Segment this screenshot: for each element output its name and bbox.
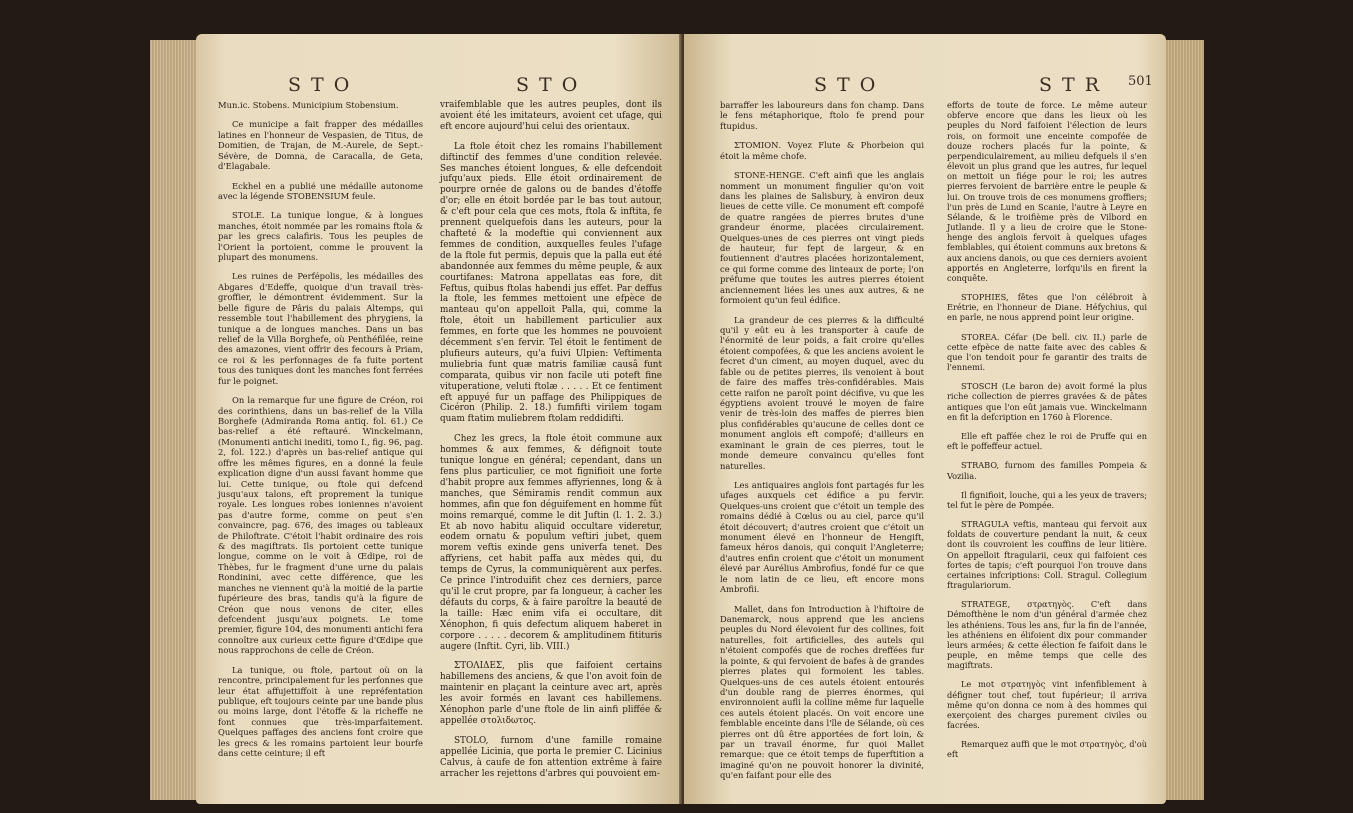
paragraph: STOLO, furnom d'une famille romaine appellée Licinia, que porta le premier C. Licinius Calvus, à caufe de fon attention extrême à faire arracher les rejettons d'arbres qui pouvoient em-: [440, 735, 662, 779]
paragraph: Les antiquaires anglois font partagés fur les ufages auxquels cet édifice a pu fervir. Quelques-uns croient que c'étoit un temple des romains dédié à Cœlus ou au ciel, parce qu'il étoit découvert; d'autres croient que c'étoit un monument élevé en l'honneur de Hengift, fameux héros danois, qui conquit l'Angleterre; d'autres enfin croient que c'étoit un monument élevé par Aurélius Ambrofius, fondé fur ce que le nom latin de ce lieu, eft encore mons Ambrofii.: [720, 479, 924, 595]
paragraph: STRABO, furnom des familles Pompeia & Vozilia.: [947, 460, 1147, 481]
paragraph: STONE-HENGE. C'eft ainfi que les anglais nomment un monument fingulier qu'on voit dans les plaines de Salisbury, à environ deux lieues de cette ville. Ce monument eft compofé de quatre rangées de pierres brutes d'une grandeur énorme, placées circulairement. Quelques-unes de ces pierres ont vingt pieds de hauteur, fur fept de largeur, & en foutiennent d'autres placées horizontalement, ce qui forme comme des linteaux de porte; l'on préfume que toutes les autres pierres étoient anciennement liées les unes aux autres, & ne formoient qu'un feul édifice.: [720, 170, 924, 306]
right-column-1: [720, 100, 924, 790]
paragraph: STOPHIES, fêtes que l'on célébroit à Erétrie, en l'honneur de Diane. Héfychius, qui en parle, ne nous apprend point leur origine.: [947, 292, 1147, 323]
paragraph: vraifemblable que les autres peuples, dont ils avoient été les imitateurs, avoient cet ufage, qui eft encore aujourd'hui celui des orientaux.: [440, 100, 662, 132]
book-right-page-edges: [1164, 40, 1204, 800]
paragraph: Les ruines de Perfépolis, les médailles des Abgares d'Edeffe, quoique d'un travail très-groffier, le démontrent évidemment. Sur la belle figure de Pâris du palais Altemps, qui ressemble tout l'habillement des phrygiens, la tunique a de longues manches. Dans un bas relief de la Villa Borghefe, où Penthéfilée, reine des amazones, vient offrir des fecours à Priam, ce roi & les perfonnages de fa fuite portent tous des tuniques dont les manches font ferrées fur le poignet.: [218, 271, 423, 386]
paragraph: Le mot στρατηγὸς vint infenfiblement à défigner tout chef, tout fupérieur; il arriva même qu'on donna ce nom à des hommes qui exerçoient des charges purement civiles ou facrées.: [947, 679, 1147, 731]
paragraph: barraffer les laboureurs dans fon champ. Dans le fens métaphorique, ftolo fe prend pour ftupidus.: [720, 100, 924, 131]
paragraph: Elle eft paffée chez le roi de Pruffe qui en eft le poffeffeur actuel.: [947, 430, 1147, 452]
paragraph: ΣΤΟΜΙΟΝ. Voyez Flute & Phorbeion qui étoit la même chofe.: [720, 140, 924, 161]
paragraph: Mun.ic. Stobens. Municipium Stobensium.: [218, 100, 399, 110]
paragraph: La tunique, ou ftole, partout où on la rencontre, principalement fur les perfonnes que leur état affujettiffoit à une repréfentation publique, eft toujours ceinte par une bande plus ou moins large, dont l'étoffe & la richeffe ne font connues que très-imparfaitement. Quelques paffages des anciens font croire que les grecs & les romains partoient leur bourfe dans cette ceinture; il eft: [218, 664, 423, 759]
right-column-2: [947, 100, 1147, 769]
paragraph: STRAGULA veftis, manteau qui fervoit aux foldats de couverture pendant la nuit, & ceux dont ils couvroient les couffins de leur litière. On appelloit ftragularii, ceux qui faifoient ces fortes de tapis; c'eft pourquoi l'on trouve dans certaines infcriptions: Coll. Stragul. Collegium ftragulariorum.: [947, 519, 1147, 591]
paragraph: STOSCH (Le baron de) avoit formé la plus riche collection de pierres gravées & de pâtes antiques que l'on eût jamais vue. Winckelmann en fit la defcription en 1760 à Florence.: [947, 381, 1147, 422]
right-header-col2: STR: [1039, 74, 1109, 96]
paragraph: ΣΤΟΛΙΔΕΣ, plis que faifoient certains habillemens des anciens, & que l'on avoit foin de maintenir en plaçant la ceinture avec art, après les avoir formés en lavant ces habillemens. Xénophon parle d'une ftole de lin ainfi pliffée & appellée στολιδωτος.: [440, 661, 662, 726]
left-column-1: [218, 100, 423, 767]
paragraph: Ce municipe a fait frapper des médailles latines en l'honneur de Vespasien, de Titus, de Domitien, de Trajan, de M.-Aurele, de Sept.-Sévère, de Domna, de Caracalla, de Geta, d'Elagabale.: [218, 119, 423, 172]
paragraph: On la remarque fur une figure de Créon, roi des corinthiens, dans un bas-relief de la Villa Borghefe (Admiranda Roma antiq. fol. 61.) Ce bas-relief a été reftauré. Winckelmann, (Monumenti antichi inediti, tomo I., fig. 96, pag. 2, fol. 122.) d'après un bas-relief antique qui offre les mêmes figures, en a donné la feule explication digne d'un aussi favant homme que lui. Cette tunique, ou ftole qui defcend jusqu'aux talons, eft proprement la tunique royale. Les longues robes ioniennes n'avoient pas d'autre forme, comme on peut s'en convaincre, pag. 676, des images ou tableaux de Philoftrate. C'étoit l'habit ordinaire des rois & des magiftrats. Ils portoient cette tunique longue, comme on le voit à Œdipe, roi de Thèbes, fur le fragment d'une urne du palais Rondinini, avec cette différence, que les manches ne viennent qu'à la moitié de la partie fupérieure des bras, tandis qu'à la figure de Créon que nous venons de citer, elles defcendent jusqu'aux poignets. Le tome premier, figure 104, des monumenti antichi fera connoître aux curieux cette figure d'Œdipe que nous rapprochons de celle de Créon.: [218, 395, 423, 656]
paragraph: La ftole étoit chez les romains l'habillement diftinctif des femmes d'une condition relevée. Ses manches étoient longues, & elle defcendoit jufqu'aux pieds. Elle étoit ordinairement de pourpre ornée de galons ou de bandes d'étoffe d'or; elle en étoit bordée par le bas tout autour, & c'eft pour cela que ces mots, ftola & inftita, fe prennent quelquefois dans les auteurs, pour la chafteté & la modeftie qui conviennent aux femmes de condition, auxquelles feules l'ufage de la ftole fut permis, depuis que la palla eut été abandonnée aux femmes du même peuple, & aux courtifanes: Matrona appellatas eas fore, dit Feftus, quibus ftolas habendi jus effet. Par deffus la ftole, les femmes mettoient une efpèce de manteau qu'on appelloit Palla, qui, comme la ftole, étoit un habillement particulier aux femmes, en forte que les hommes ne pouvoient décemment s'en fervir. Tel étoit le fentiment de plufieurs auteurs, qu'a fuivi Ulpien: Veftimenta muliebria funt quæ matris familiæ causâ funt comparata, quibus vir non facile uti poteft fine vituperatione, veluti ftolæ . . . . . Et ce fentiment eft appuyé fur un paffage des Philippiques de Cicéron (Philip. 2. 18.) fumfifti virilem togam quam ftatim muliebrem ftolam reddidifti.: [440, 141, 662, 425]
left-column-2: [440, 100, 662, 788]
page-number: 501: [1128, 74, 1153, 89]
paragraph: Chez les grecs, la ftole étoit commune aux hommes & aux femmes, & défignoit toute tunique longue en général; cependant, dans un fens plus particulier, ce mot fignifioit une forte d'habit propre aux femmes affyriennes, long & à manches, que Sémiramis rendit commun aux hommes, afin que fon déguifement en homme fût moins remarqué, comme le dit Juftin (l. 1. 2. 3.) Et ab novo habitu aliquid occultare videretur, eodem ornatu & populum veftiri jubet, quem morem veftis exinde gens univerfa tenet. Des affyriens, cet habit paffa aux mèdes qui, du temps de Cyrus, la communiquèrent aux perfes. Ce prince l'introduifit chez ces derniers, parce qu'il le crut propre, par fa longueur, à cacher les défauts du corps, & à faire paroître la beauté de la taille: Hæc enim vifa ei occultare, dit Xénophon, fi quis defectum aliquem haberet in corpore . . . . . decorem & amplitudinem fitituris augere (Inftit. Cyri, lib. VIII.): [440, 434, 662, 652]
paragraph: STOREA. Céfar (De bell. civ. II.) parle de cette efpèce de natte faite avec des cables & que l'on tendoit pour fe garantir des traits de l'ennemi.: [947, 331, 1147, 373]
left-page: [196, 34, 682, 804]
paragraph: Remarquez auffi que le mot στρατηγὸς, d'où eft: [947, 739, 1147, 760]
book-left-page-edges: [150, 40, 198, 800]
paragraph: STRATEGE, στρατηγὸς. C'eft dans Démofthène le nom d'un général d'armée chez les athéniens. Tous les ans, fur la fin de l'année, les athéniens en élifoient dix pour commander leurs armées; & cette élection fe faifoit dans le peuple, en même temps que celle des magiftrats.: [947, 599, 1147, 671]
right-page: [684, 34, 1166, 804]
paragraph: Mallet, dans fon Introduction à l'hiftoire de Danemarck, nous apprend que les anciens peuples du Nord élevoient fur des collines, foit naturelles, foit artificielles, des autels qui n'étoient compofés que de roches dreffées fur la pointe, & qui fervoient de bafes à de grandes pierres plates qui formoient les tables. Quelques-uns de ces autels étoient entourés d'un double rang de pierres énormes, qui environnoient aufli la colline même fur laquelle ces autels étoient placés. On voit encore une femblable enceinte dans l'île de Sélande, où ces pierres ont dû être apportées de fort loin, & par un travail énorme, fur quoi Mallet remarque: que ce étoit temps de fuperftition a imaginé qu'on ne pouvoit honorer la divinité, qu'en faifant pour elle des: [720, 603, 924, 781]
left-header-col2: STO: [516, 74, 588, 96]
paragraph: La grandeur de ces pierres & la difficulté qu'il y eût eu à les transporter à caufe de l'énormité de leur poids, a fait croire qu'elles étoient compofées, & que les anciens avoient le fecret d'un ciment, au moyen duquel, avec du fable ou de petites pierres, ils venoient à bout de faire des maffes très-confidérables. Mais cette raifon ne paroît point décifive, vu que les égyptiens avoient trouvé le moyen de faire venir de très-loin des maffes de pierres bien plus confidérables qu'aucune de celles dont ce monument anglois eft compofé; d'ailleurs en examinant le grain de ces pierres, tout le monde demeure convaincu qu'elles font naturelles.: [720, 314, 924, 471]
paragraph: STOLE. La tunique longue, & à longues manches, étoit nommée par les romains ftola & par les grecs calafiris. Tous les peuples de l'Orient la portoient, comme le prouvent la plupart des monumens.: [218, 210, 423, 263]
right-header-col1: STO: [814, 74, 886, 96]
left-header-col1: STO: [288, 74, 360, 96]
paragraph: Il fignifioit, louche, qui a les yeux de travers; tel fut le père de Pompée.: [947, 489, 1147, 510]
paragraph: efforts de toute de force. Le même auteur obferve encore que dans les lieux où les peuples du Nord faifoient l'élection de leurs rois, on formoit une enceinte compofée de douze rochers placés fur la pointe, & perpendiculairement, au milieu defquels il s'en élevoit un plus grand que les autres, fur lequel on mettoit un fiége pour le roi; les autres pierres fervoient de barrière entre le peuple & lui. On trouve trois de ces monumens groffiers; l'un près de Lund en Scanie, l'autre à Leyre en Sélande, & le troifième près de Vilbord en Jutlande. Il y a lieu de croire que le Stone-henge des anglois fervoit à quelques ufages femblables, qui étoient communs aux bretons & aux anciens danois, ou que ces derniers avoient apportés en Angleterre, lorfqu'ils en firent la conquête.: [947, 100, 1147, 283]
paragraph: Eckhel en a publié une médaille autonome avec la légende STOBENSIUM feule.: [218, 180, 423, 201]
